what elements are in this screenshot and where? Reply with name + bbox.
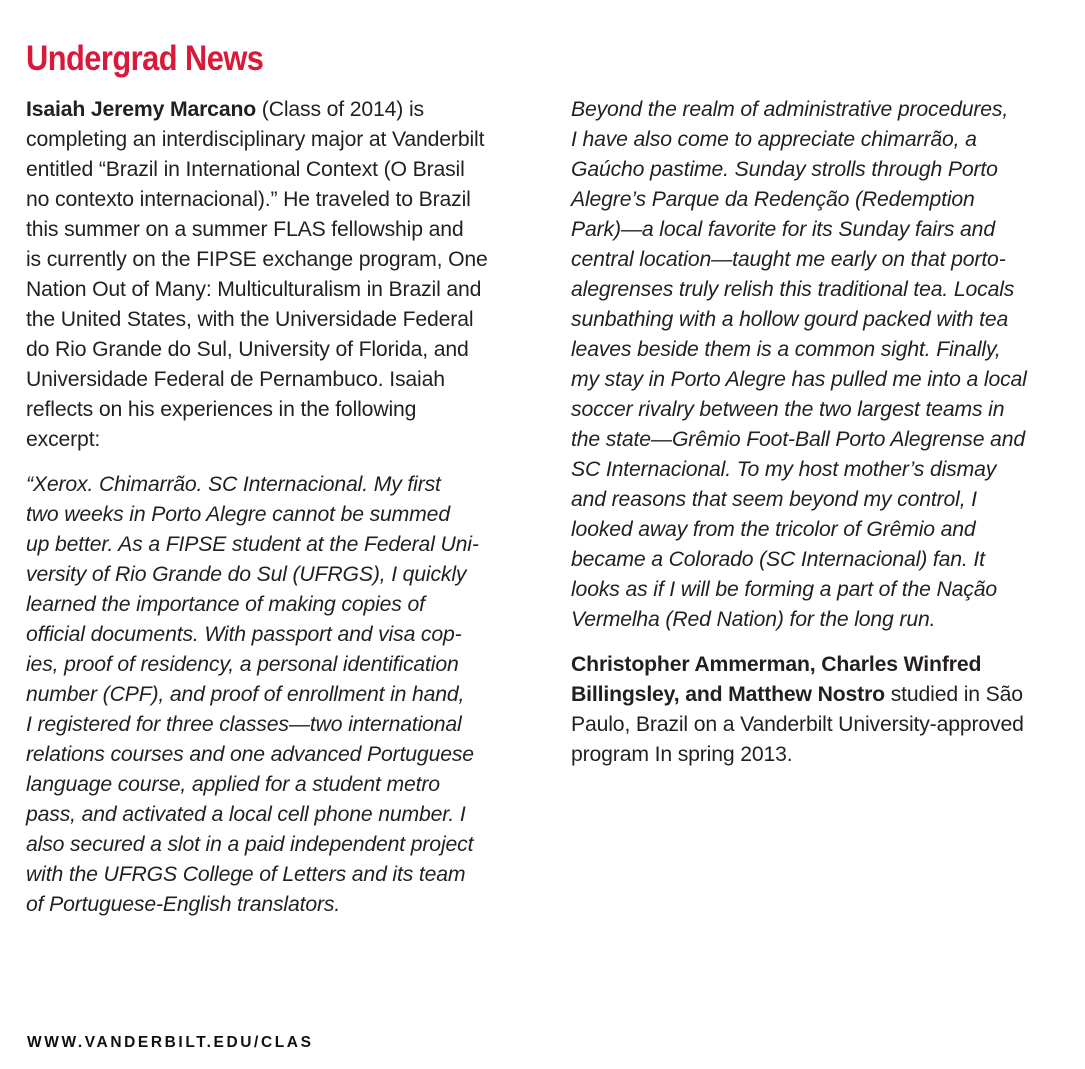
news-line: Paulo, Brazil on a Vanderbilt University-approved [571, 713, 1024, 736]
left-column [26, 95, 546, 935]
student-names: Billingsley, and Matthew Nostro [571, 683, 885, 706]
quote-line: sunbathing with a hollow gourd packed with tea [571, 308, 1009, 331]
quote-line: language course, applied for a student metro [26, 773, 440, 796]
quote-line: I have also come to appreciate chimarrão, a [571, 128, 977, 151]
quote-line: official documents. With passport and visa cop- [26, 623, 462, 646]
intro-line: completing an interdisciplinary major at Vanderbilt [26, 128, 485, 151]
quote-line: with the UFRGS College of Letters and its team [26, 863, 466, 886]
intro-line: do Rio Grande do Sul, University of Florida, and [26, 338, 469, 361]
intro-line: this summer on a summer FLAS fellowship and [26, 218, 464, 241]
quote-line: up better. As a FIPSE student at the Federal Uni- [26, 533, 479, 556]
news-line [571, 680, 1085, 710]
intro-line [26, 95, 546, 125]
intro-line: reflects on his experiences in the following [26, 398, 417, 421]
footer-url[interactable]: WWW.VANDERBILT.EDU/CLAS [27, 1034, 314, 1051]
quote-line: ies, proof of residency, a personal identification [26, 653, 459, 676]
quote-line: the state—Grêmio Foot-Ball Porto Alegrense and [571, 428, 1025, 451]
quote-line: central location—taught me early on that porto- [571, 248, 1006, 271]
quote-line: Alegre’s Parque da Redenção (Redemption [571, 188, 975, 211]
intro-line: no contexto internacional).” He traveled to Brazil [26, 188, 471, 211]
quote-line: alegrenses truly relish this traditional tea. Locals [571, 278, 1015, 301]
quote-line: I registered for three classes—two international [26, 713, 462, 736]
intro-line: Nation Out of Many: Multiculturalism in Brazil and [26, 278, 482, 301]
intro-text: (Class of 2014) is [256, 98, 424, 121]
quote-line: looks as if I will be forming a part of the Nação [571, 578, 998, 601]
quote-paragraph [26, 470, 546, 920]
quote-line: versity of Rio Grande do Sul (UFRGS), I quickly [26, 563, 467, 586]
second-news-item [571, 650, 1085, 770]
quote-line: two weeks in Porto Alegre cannot be summed [26, 503, 450, 526]
quote-line: “Xerox. Chimarrão. SC Internacional. My first [26, 473, 441, 496]
quote-line: Beyond the realm of administrative procedures, [571, 98, 1009, 121]
intro-line: Universidade Federal de Pernambuco. Isaiah [26, 368, 445, 391]
quote-line: number (CPF), and proof of enrollment in hand, [26, 683, 465, 706]
intro-paragraph [26, 95, 546, 455]
right-column [571, 95, 1085, 785]
quote-line: of Portuguese-English translators. [26, 893, 341, 916]
quote-line: relations courses and one advanced Portuguese [26, 743, 474, 766]
student-names: Christopher Ammerman, Charles Winfred [571, 653, 982, 676]
quote-line: looked away from the tricolor of Grêmio and [571, 518, 976, 541]
quote-line: Gaúcho pastime. Sunday strolls through Porto [571, 158, 998, 181]
quote-line: soccer rivalry between the two largest teams in [571, 398, 1005, 421]
news-text: studied in São [884, 683, 1023, 706]
page-title: Undergrad News [26, 39, 264, 78]
quote-line: Park)—a local favorite for its Sunday fairs and [571, 218, 995, 241]
intro-line: entitled “Brazil in International Context (O Brasil [26, 158, 465, 181]
quote-line: also secured a slot in a paid independent project [26, 833, 474, 856]
news-line: program In spring 2013. [571, 743, 793, 766]
quote-continued-paragraph [571, 95, 1085, 635]
quote-line: my stay in Porto Alegre has pulled me into a local [571, 368, 1027, 391]
intro-line: excerpt: [26, 428, 101, 451]
quote-line: pass, and activated a local cell phone number. I [26, 803, 466, 826]
intro-line: the United States, with the Universidade Federal [26, 308, 474, 331]
quote-line: leaves beside them is a common sight. Finally, [571, 338, 1001, 361]
intro-line: is currently on the FIPSE exchange program, One [26, 248, 488, 271]
student-name: Isaiah Jeremy Marcano [26, 98, 257, 121]
quote-line: Vermelha (Red Nation) for the long run. [571, 608, 936, 631]
quote-line: learned the importance of making copies of [26, 593, 425, 616]
quote-line: SC Internacional. To my host mother’s dismay [571, 458, 997, 481]
quote-line: became a Colorado (SC Internacional) fan. It [571, 548, 985, 571]
quote-line: and reasons that seem beyond my control, I [571, 488, 977, 511]
